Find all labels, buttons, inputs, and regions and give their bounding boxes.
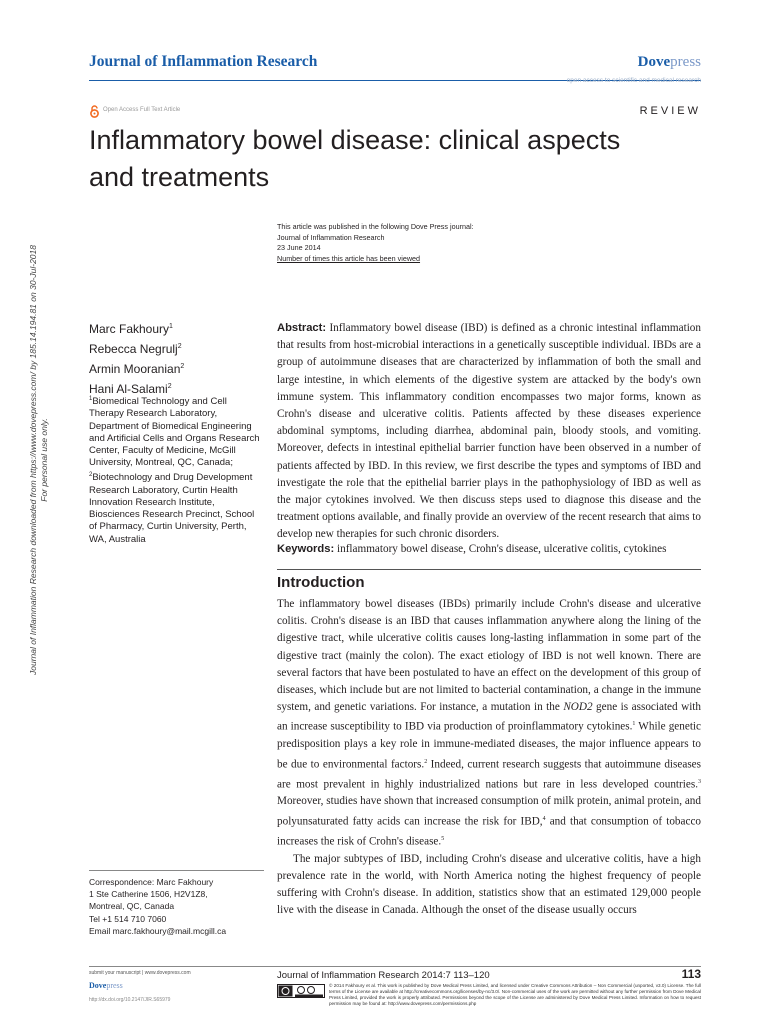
intro-paragraph-2: The major subtypes of IBD, including Crohn's disease and ulcerative colitis, have a high prevalence rate in the world, with North America noting the highest frequency of people suffering with Crohn's disease. In addition, statistics show that an estimated 129,000 people live with the disease in Canada. Although the onset of the disease usually occurs: [277, 852, 701, 917]
open-access-label: Open Access Full Text Article: [103, 107, 181, 113]
author-1: Marc Fakhoury$^1$: [89, 322, 173, 336]
ref-link[interactable]: 4: [542, 815, 546, 822]
title-line-2: and treatments: [89, 162, 270, 192]
abstract-text: Inflammatory bowel disease (IBD) is defined as a chronic intestinal inflammation that results from host-microbial interactions in a genetically susceptible individual. IBDs are a group of autoimmune diseases that are characterized by inflammation of both the small and large intestine, in which elements of the digestive system are attacked by the body's own immune system. This inflammatory condition encompasses two major forms, known as Crohn's disease and ulcerative colitis. Patients affected by these diseases experience abdominal symptoms, including diarrhea, abdominal pain, bloody stools, and vomiting. Moreover, defects in intestinal epithelial barrier function have been observed in a number of patients affected by IBD. In this review, we first describe the types and symptoms of IBD and investigate the role that the epithelial barrier plays in the pathophysiology of IBD as well as the major cytokines involved. We then discuss steps used to diagnose this disease and the treatment options available, and finally provide an overview of the recent research that aims to develop new therapies for such chronic disorders.: [277, 322, 701, 541]
author-4: Hani Al-Salami$^2$: [89, 382, 172, 396]
pubinfo-journal: Journal of Inflammation Research: [277, 232, 385, 242]
creative-commons-icon[interactable]: [277, 984, 325, 998]
journal-citation: Journal of Inflammation Research 2014:7 113–120: [277, 970, 490, 981]
publisher-tagline: open access to scientific and medical research: [566, 77, 701, 84]
correspondence-divider: [89, 870, 264, 871]
license-text: © 2014 Fakhoury et al. This work is published by Dove Medical Press Limited, and licensed under Creative Commons Attribution – Non Commercial (unported, v3.0) License. The full terms of the License are available at http://creativecommons.org/licenses/by-nc/3.0/. Non-commercial uses of the work are permitted without any further permission from Dove Medical Press Limited, provided the work is properly attributed. Permissions beyond the scope of the License are administered by Dove Medical Press Limited. Information on how to request permission may be found at: http://www.dovepress.com/permissions.php: [329, 983, 701, 1006]
abstract: [277, 320, 701, 544]
keywords-text: inflammatory bowel disease, Crohn's disease, ulcerative colitis, cytokines: [334, 543, 667, 555]
publication-info: [277, 222, 474, 264]
open-access-icon: [89, 105, 100, 118]
doi-link[interactable]: http://dx.doi.org/10.2147/JIR.S65979: [89, 997, 171, 1003]
intro-paragraph-1: The inflammatory bowel diseases (IBDs) primarily include Crohn's disease and ulcerative colitis. Crohn's disease is an IBD that causes inflammation anywhere along the lining of the digestive tract, while ulcerative colitis causes long-lasting inflammation in some part of the digestive tract (mainly the colon). The exact etiology of IBD is not well known. There are several factors that have been postulated to have an effect on the development of this group of diseases, which include but are not limited to bacterial contamination, a change in the immune system, and genetic variations. For instance, a mutation in the NOD2 gene is associated with an increase susceptibility to IBD via production of proinflammatory cytokines.$^1$ While genetic predisposition plays a key role in immune-mediated diseases, the major influence appears to be due to environmental factors.$^2$ Indeed, current research suggests that autoimmune diseases are most prevalent in highly industrialized nations but rare in less developed countries.$^3$ Moreover, studies have shown that increased consumption of milk protein, animal protein, and polyunsaturated fatty acids can increase the risk for IBD,$^4$ and that consumption of tobacco increases the risk of Crohn's disease.$^5$: [277, 598, 702, 848]
section-divider: [277, 569, 701, 570]
affiliations: $^1$Biomedical Technology and Cell Therapy Research Laboratory, Department of Biomedical Engineering and Artificial Cells and Organs Research Center, Faculty of Medicine, McGill University, Montreal, QC, Canada; $^2$Biotechnology and Drug Development Research Laboratory, Curtin Health Innovation Research Institute, Biosciences Research Precinct, School of Pharmacy, Curtin University, Perth, WA, Australia: [89, 396, 260, 545]
ref-link[interactable]: 1: [632, 721, 636, 728]
author-2: Rebecca Negrulj$^2$: [89, 342, 182, 356]
footer-divider: [89, 966, 701, 967]
author-3: Armin Mooranian$^2$: [89, 362, 185, 376]
publisher-dove: Dove: [637, 54, 671, 70]
ref-link[interactable]: 2: [424, 758, 428, 765]
correspondence-email[interactable]: Email marc.fakhoury@mail.mcgill.ca: [89, 925, 227, 936]
submit-manuscript-link[interactable]: submit your manuscript | www.dovepress.com: [89, 970, 191, 976]
publisher-logo[interactable]: [638, 54, 701, 71]
download-notice-line-1: Journal of Inflammation Research downloaded from https://www.dovepress.com/ by 185.14.194.81 on 30-Jul-2018: [28, 245, 38, 675]
keywords: [277, 541, 701, 558]
author-list: [89, 318, 184, 398]
ref-link[interactable]: 5: [441, 835, 445, 842]
pubinfo-date: 23 June 2014: [277, 243, 321, 252]
title-line-1: Inflammatory bowel disease: clinical aspects: [89, 125, 621, 155]
page-number: 113: [681, 967, 701, 981]
abstract-label: Abstract:: [277, 322, 327, 334]
correspondence: Correspondence: Marc Fakhoury 1 Ste Catherine 1506, H2V1Z8, Montreal, QC, Canada Tel +1 514 710 7060 Email marc.fakhoury@mail.mcgill.ca: [89, 876, 269, 937]
footer-publisher-logo[interactable]: Dovepress: [89, 981, 123, 990]
views-link[interactable]: Number of times this article has been viewed: [277, 253, 421, 263]
keywords-label: Keywords:: [277, 543, 335, 555]
download-notice-line-2: For personal use only.: [39, 418, 49, 502]
pubinfo-line-1: This article was published in the following Dove Press journal:: [277, 222, 474, 231]
journal-name[interactable]: Journal of Inflammation Research: [89, 53, 318, 70]
publisher-press: press: [670, 54, 701, 70]
introduction-heading: Introduction: [277, 574, 365, 591]
article-type: REVIEW: [639, 105, 701, 117]
download-notice: [28, 240, 68, 680]
ref-link[interactable]: 3: [698, 778, 701, 785]
article-title: [89, 122, 689, 196]
introduction-body: [277, 596, 701, 919]
